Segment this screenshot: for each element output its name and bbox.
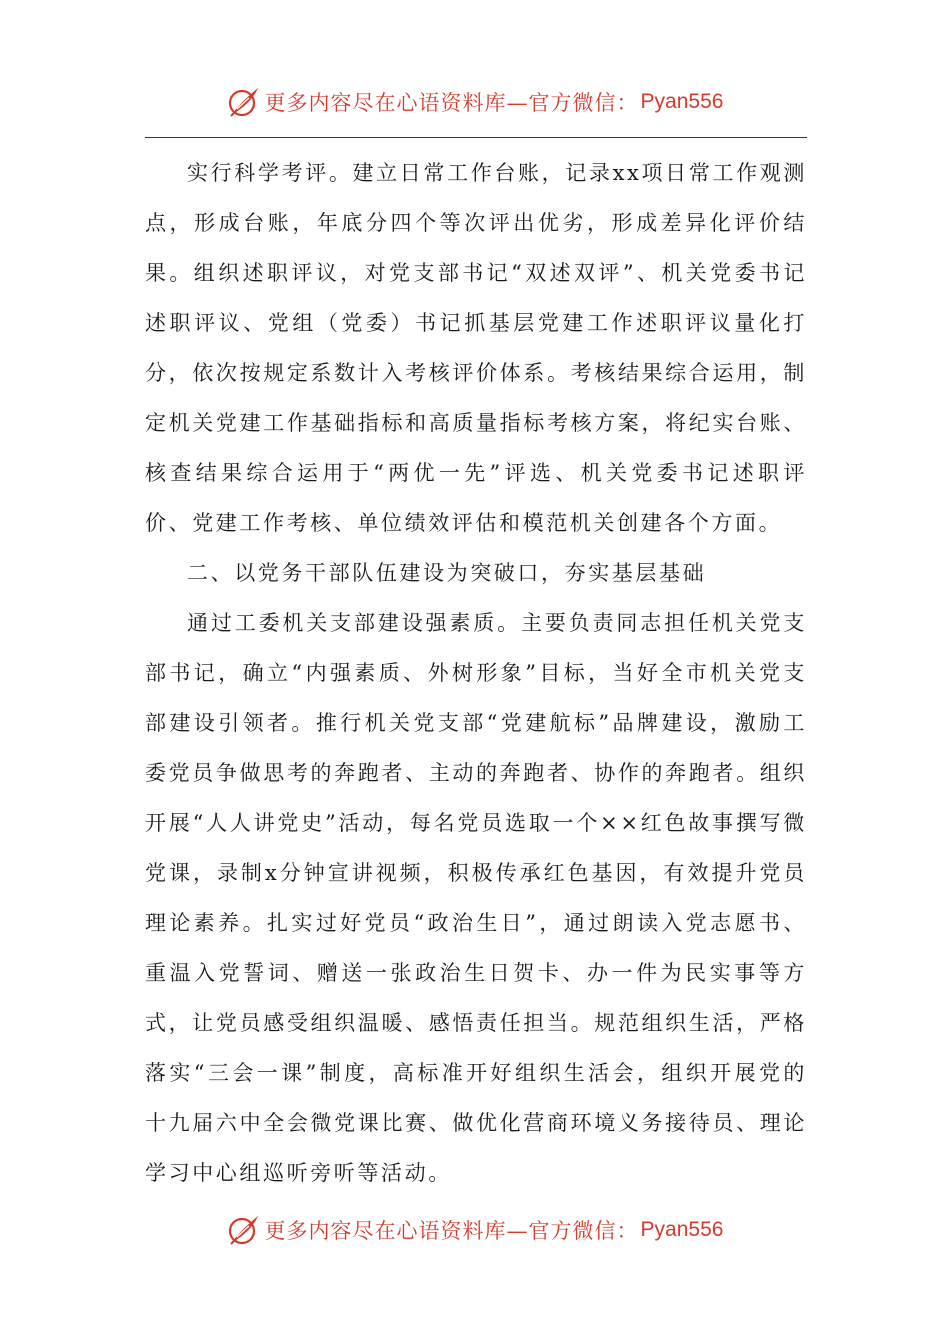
watermark-text: 更多内容尽在心语资料库—官方微信： <box>264 1219 639 1243</box>
quill-logo-icon <box>227 85 261 119</box>
header-watermark <box>0 80 950 124</box>
document-body <box>145 148 807 1198</box>
paragraph-evaluation: 实行科学考评。建立日常工作台账，记录xx项日常工作观测点，形成台账，年底分四个等次评出优劣，形成差异化评价结果。组织述职评议，对党支部书记“双述双评”、机关党委书记述职评议、党组（党委）书记抓基层党建工作述职评议量化打分，依次按规定系数计入考核评价体系。考核结果综合运用，制定机关党建工作基础指标和高质量指标考核方案，将纪实台账、核查结果综合运用于“两优一先”评选、机关党委书记述职评价、党建工作考核、单位绩效评估和模范机关创建各个方面。 <box>145 161 807 535</box>
header-divider <box>145 137 807 138</box>
paragraph-branch-building: 通过工委机关支部建设强素质。主要负责同志担任机关党支部书记，确立“内强素质、外树形象”目标，当好全市机关党支部建设引领者。推行机关党支部“党建航标”品牌建设，激励工委党员争做思考的奔跑者、主动的奔跑者、协作的奔跑者。组织开展“人人讲党史”活动，每名党员选取一个××红色故事撰写微党课，录制x分钟宣讲视频，积极传承红色基因，有效提升党员理论素养。扎实过好党员“政治生日”，通过朗读入党志愿书、重温入党誓词、赠送一张政治生日贺卡、办一件为民实事等方式，让党员感受组织温暖、感悟责任担当。规范组织生活，严格落实“三会一课”制度，高标准开好组织生活会，组织开展党的十九届六中全会微党课比赛、做优化营商环境义务接待员、理论学习中心组巡听旁听等活动。 <box>145 611 807 1185</box>
section-heading-2: 二、以党务干部队伍建设为突破口，夯实基层基础 <box>187 561 707 585</box>
watermark-text: 更多内容尽在心语资料库—官方微信： <box>264 91 639 115</box>
footer-watermark <box>0 1208 950 1252</box>
quill-logo-icon <box>227 1213 261 1247</box>
watermark-wechat-id: Pyan556 <box>640 1218 724 1241</box>
watermark-wechat-id: Pyan556 <box>640 90 724 113</box>
